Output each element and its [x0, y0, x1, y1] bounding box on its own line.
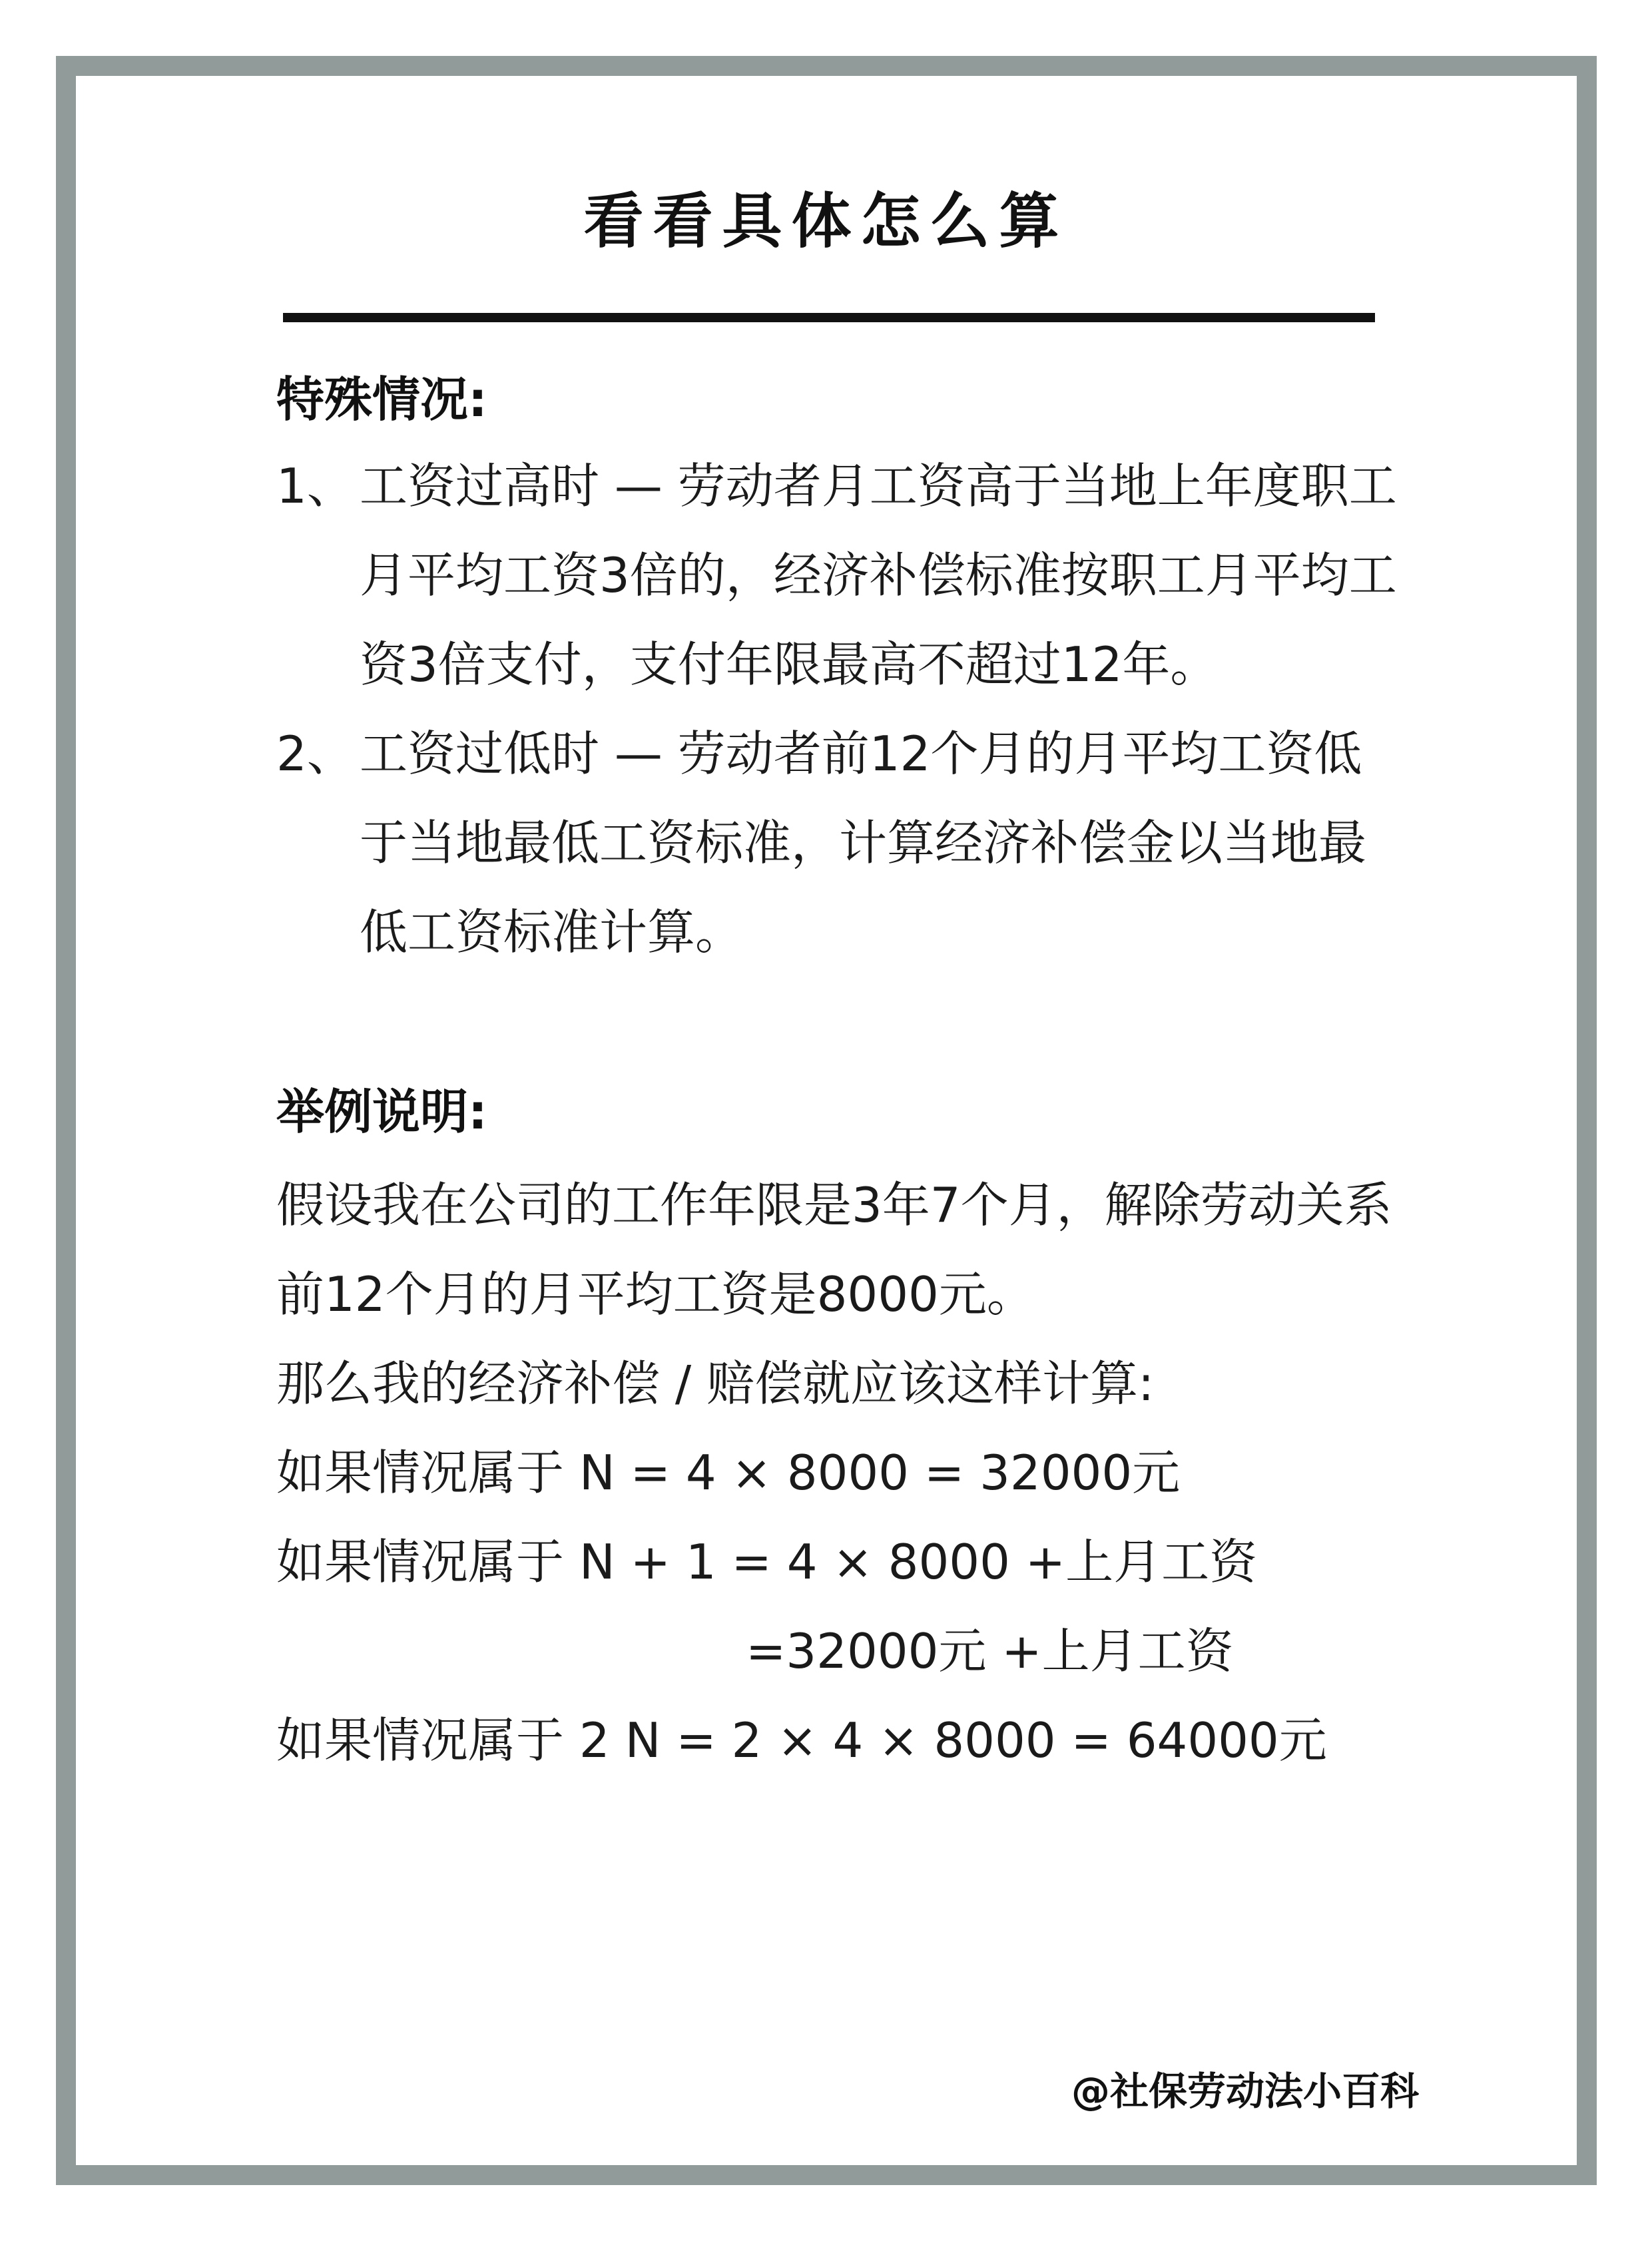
- example-heading: 举例说明:: [276, 1084, 487, 1140]
- content-area: [276, 370, 1408, 1785]
- special-item-1: [276, 441, 1408, 709]
- author-watermark: @社保劳动法小百科: [1071, 2069, 1419, 2114]
- special-item-1-text: 工资过高时 — 劳动者月工资高于当地上年度职工月平均工资3倍的，经济补偿标准按职工月平均工资3倍支付，支付年限最高不超过12年。: [360, 458, 1397, 692]
- page-title: 看看具体怎么算: [583, 186, 1069, 256]
- special-item-1-number: 1、: [276, 458, 355, 514]
- example-lead: 那么我的经济补偿 / 赔偿就应该这样计算:: [276, 1356, 1155, 1411]
- special-heading: 特殊情况:: [276, 372, 487, 427]
- title-divider: [283, 313, 1375, 322]
- calc-line-2n: 如果情况属于 2 N = 2 × 4 × 8000 = 64000元: [276, 1712, 1327, 1768]
- special-item-2-text: 工资过低时 — 劳动者前12个月的月平均工资低于当地最低工资标准，计算经济补偿金以当地最低工资标准计算。: [360, 726, 1367, 960]
- calc-line-n-plus-1: 如果情况属于 N + 1 = 4 × 8000 +上月工资: [276, 1534, 1258, 1590]
- calc-line-n-plus-1-result: =32000元 +上月工资: [746, 1623, 1234, 1679]
- example-intro: 假设我在公司的工作年限是3年7个月，解除劳动关系前12个月的月平均工资是8000元。: [276, 1177, 1392, 1322]
- special-item-2-number: 2、: [276, 726, 355, 782]
- special-item-2: [276, 709, 1408, 977]
- calc-line-n: 如果情况属于 N = 4 × 8000 = 32000元: [276, 1445, 1181, 1501]
